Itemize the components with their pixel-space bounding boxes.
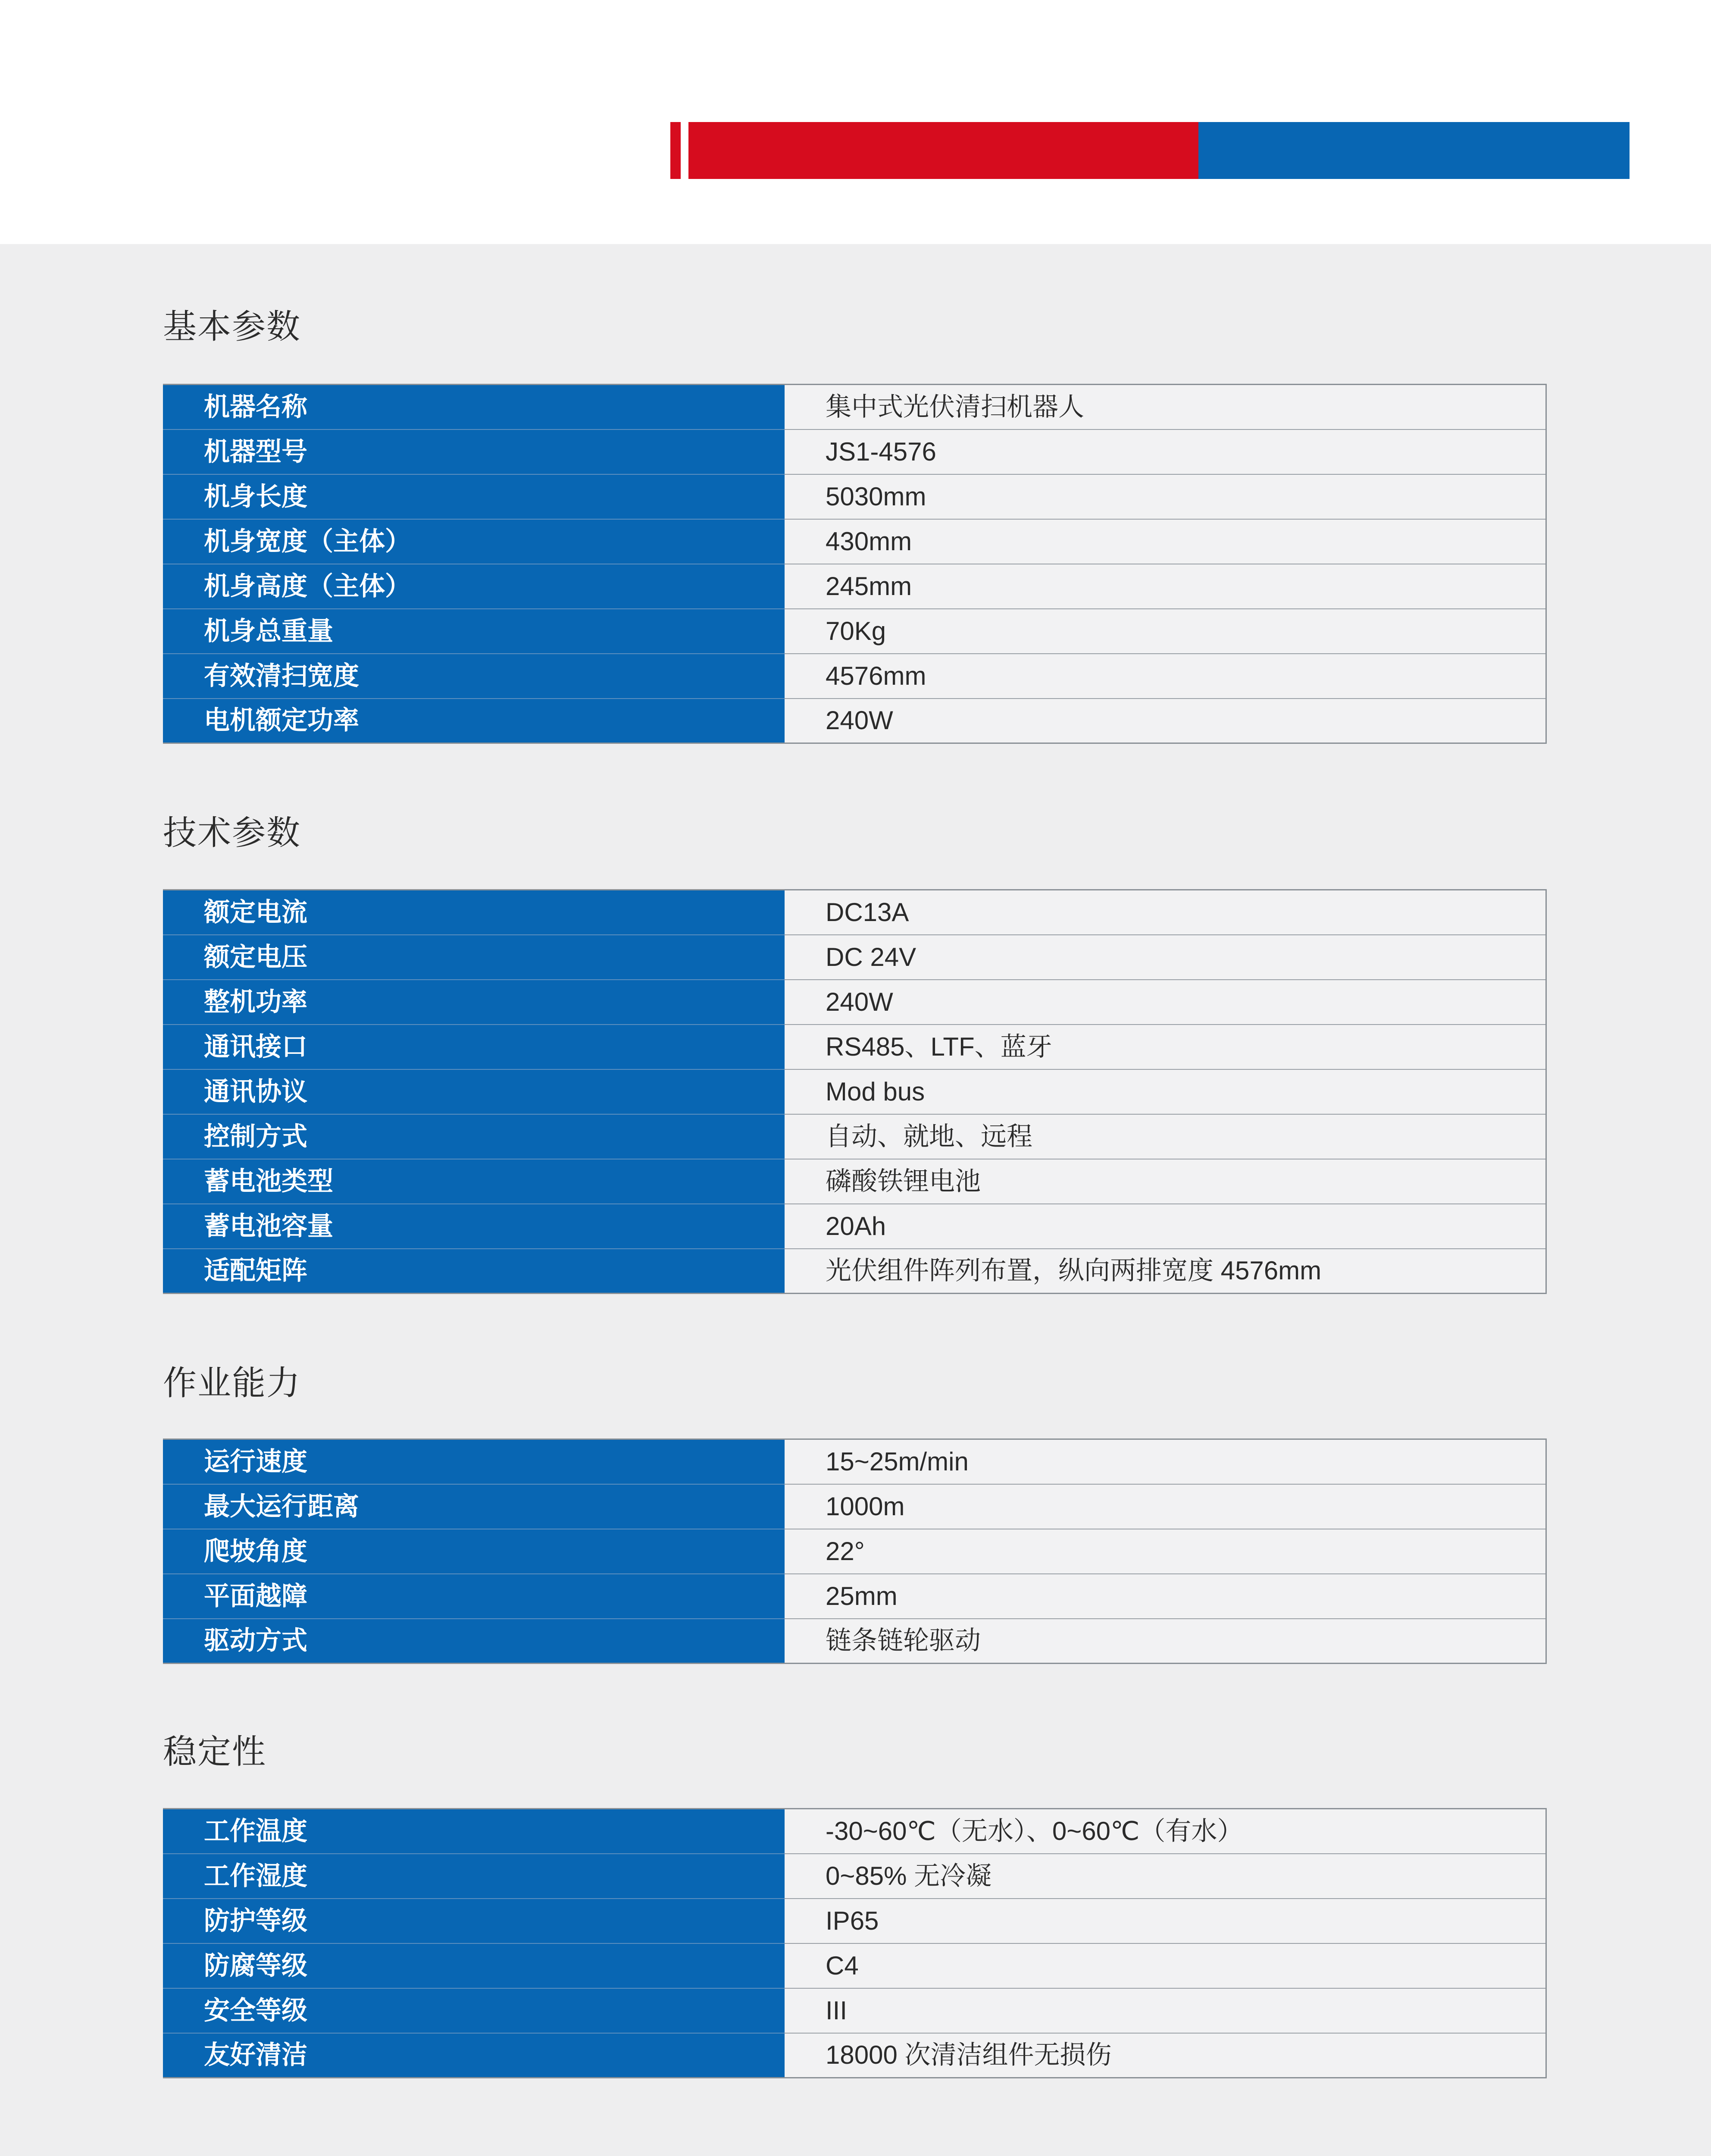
table-row	[163, 699, 1546, 743]
param-value: JS1-4576	[785, 429, 1546, 474]
param-value: 18000 次清洁组件无损伤	[785, 2033, 1546, 2078]
section-basic	[163, 307, 1547, 735]
table-row	[163, 654, 1546, 699]
param-value: 集中式光伏清扫机器人	[785, 385, 1546, 429]
table-row	[163, 519, 1546, 564]
param-value: C4	[785, 1943, 1546, 1988]
table-row	[163, 1574, 1546, 1619]
param-value: 磷酸铁锂电池	[785, 1159, 1546, 1204]
param-value: 20Ah	[785, 1204, 1546, 1249]
param-name: 控制方式	[163, 1114, 785, 1159]
param-value: 链条链轮驱动	[785, 1619, 1546, 1664]
param-value: DC 24V	[785, 935, 1546, 980]
param-name: 电机额定功率	[163, 699, 785, 743]
param-name: 蓄电池类型	[163, 1159, 785, 1204]
table-row	[163, 980, 1546, 1025]
spec-table	[163, 1808, 1547, 2078]
table-row	[163, 1204, 1546, 1249]
param-value: Mod bus	[785, 1069, 1546, 1114]
param-name: 机身长度	[163, 474, 785, 519]
param-name: 友好清洁	[163, 2033, 785, 2078]
table-row	[163, 1809, 1546, 1854]
param-value: 22°	[785, 1529, 1546, 1574]
param-name: 工作湿度	[163, 1854, 785, 1899]
param-value: 4576mm	[785, 654, 1546, 699]
param-value: 5030mm	[785, 474, 1546, 519]
param-name: 通讯协议	[163, 1069, 785, 1114]
param-value: 430mm	[785, 519, 1546, 564]
param-name: 额定电流	[163, 890, 785, 935]
param-value: 0~85% 无冷凝	[785, 1854, 1546, 1899]
param-value: DC13A	[785, 890, 1546, 935]
param-name: 安全等级	[163, 1988, 785, 2033]
table-row	[163, 1249, 1546, 1294]
param-value: RS485、LTF、蓝牙	[785, 1025, 1546, 1069]
table-row	[163, 1159, 1546, 1204]
section-title: 稳定性	[163, 1733, 267, 1771]
param-name: 适配矩阵	[163, 1249, 785, 1294]
table-row	[163, 1899, 1546, 1943]
section-title: 技术参数	[163, 814, 301, 852]
param-name: 有效清扫宽度	[163, 654, 785, 699]
spec-table	[163, 384, 1547, 744]
table-row	[163, 1943, 1546, 1988]
section-title: 基本参数	[163, 307, 301, 345]
param-value: 240W	[785, 699, 1546, 743]
param-value: 15~25m/min	[785, 1439, 1546, 1484]
table-row	[163, 1439, 1546, 1484]
param-name: 机身高度（主体）	[163, 564, 785, 609]
table-row	[163, 1114, 1546, 1159]
table-row	[163, 2033, 1546, 2078]
param-name: 蓄电池容量	[163, 1204, 785, 1249]
param-name: 整机功率	[163, 980, 785, 1025]
spec-table	[163, 889, 1547, 1294]
table-row	[163, 385, 1546, 429]
param-name: 平面越障	[163, 1574, 785, 1619]
table-row	[163, 1988, 1546, 2033]
param-name: 爬坡角度	[163, 1529, 785, 1574]
param-value: 25mm	[785, 1574, 1546, 1619]
param-value: 自动、就地、远程	[785, 1114, 1546, 1159]
param-name: 机器名称	[163, 385, 785, 429]
param-value: 70Kg	[785, 609, 1546, 654]
section-title: 作业能力	[163, 1364, 301, 1402]
red-bar	[688, 122, 1198, 179]
table-row	[163, 1619, 1546, 1664]
param-value: -30~60℃（无水）、0~60℃（有水）	[785, 1809, 1546, 1854]
table-row	[163, 1069, 1546, 1114]
spec-table	[163, 1438, 1547, 1664]
table-row	[163, 935, 1546, 980]
param-name: 最大运行距离	[163, 1484, 785, 1529]
table-row	[163, 1484, 1546, 1529]
table-row	[163, 1529, 1546, 1574]
param-name: 额定电压	[163, 935, 785, 980]
param-name: 防腐等级	[163, 1943, 785, 1988]
section-technical	[163, 814, 1547, 1285]
section-capability	[163, 1364, 1547, 1655]
param-name: 机身总重量	[163, 609, 785, 654]
red-accent-stripe	[670, 122, 681, 179]
param-name: 机器型号	[163, 429, 785, 474]
blue-bar	[1198, 122, 1630, 179]
param-value: 240W	[785, 980, 1546, 1025]
header-color-bars	[670, 122, 1630, 179]
table-row	[163, 429, 1546, 474]
table-row	[163, 609, 1546, 654]
param-name: 防护等级	[163, 1899, 785, 1943]
param-value: 光伏组件阵列布置，纵向两排宽度 4576mm	[785, 1249, 1546, 1294]
param-name: 运行速度	[163, 1439, 785, 1484]
param-value: 1000m	[785, 1484, 1546, 1529]
table-row	[163, 1025, 1546, 1069]
param-name: 驱动方式	[163, 1619, 785, 1664]
section-stability	[163, 1733, 1547, 2070]
param-name: 工作温度	[163, 1809, 785, 1854]
table-row	[163, 1854, 1546, 1899]
param-name: 通讯接口	[163, 1025, 785, 1069]
table-row	[163, 474, 1546, 519]
param-value: IP65	[785, 1899, 1546, 1943]
param-name: 机身宽度（主体）	[163, 519, 785, 564]
param-value: III	[785, 1988, 1546, 2033]
table-row	[163, 890, 1546, 935]
table-row	[163, 564, 1546, 609]
param-value: 245mm	[785, 564, 1546, 609]
